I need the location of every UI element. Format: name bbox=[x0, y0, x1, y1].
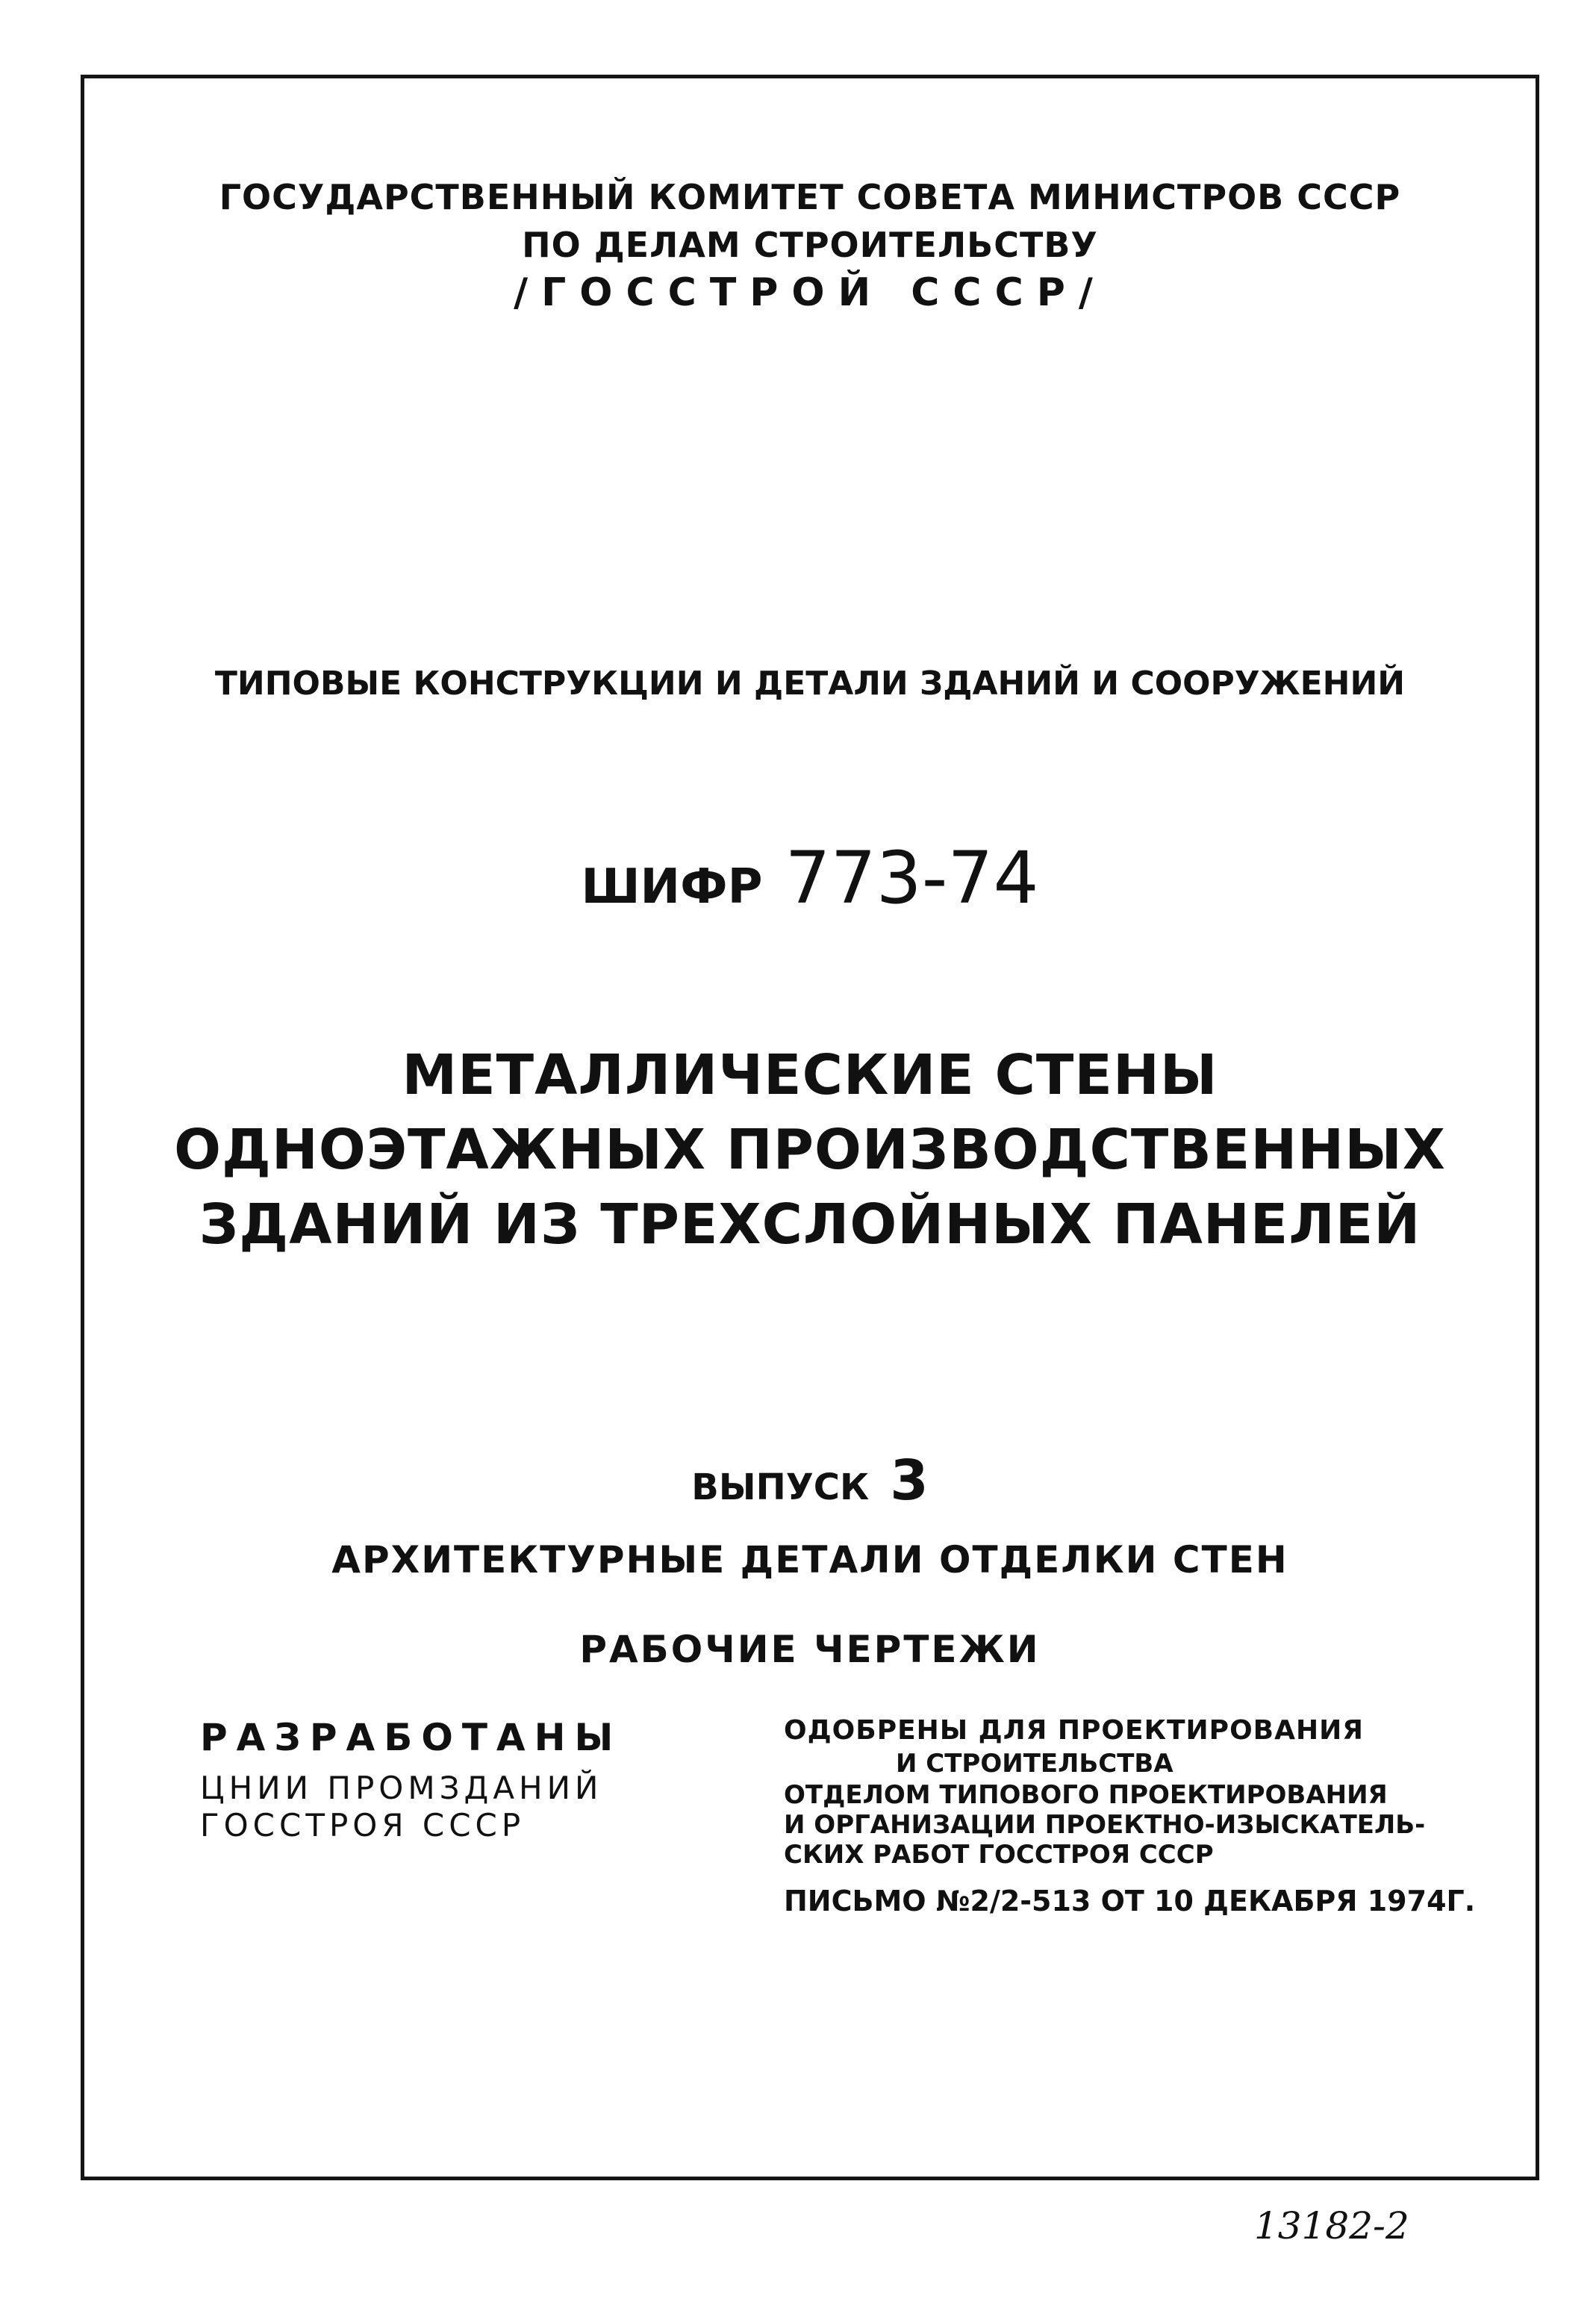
approved-org-line-3: СКИХ РАБОТ ГОССТРОЯ СССР bbox=[784, 1840, 1214, 1870]
developed-line-2: ГОССТРОЯ СССР bbox=[200, 1807, 526, 1844]
approval-letter: ПИСЬМО №2/2-513 ОТ 10 ДЕКАБРЯ 1974Г. bbox=[784, 1885, 1476, 1917]
issue-number: 3 bbox=[890, 1449, 929, 1513]
issue-label: ВЫПУСК bbox=[691, 1466, 870, 1508]
developed-block bbox=[200, 1716, 663, 1844]
approved-org-line-1: ОТДЕЛОМ ТИПОВОГО ПРОЕКТИРОВАНИЯ bbox=[784, 1780, 1388, 1810]
committee-line-3: /ГОССТРОЙ СССР/ bbox=[514, 270, 1106, 315]
drawings-label: РАБОЧИЕ ЧЕРТЕЖИ bbox=[579, 1628, 1041, 1671]
title-line-3: ЗДАНИЙ ИЗ ТРЕХСЛОЙНЫХ ПАНЕЛЕЙ bbox=[199, 1192, 1421, 1257]
code-label: ШИФР bbox=[581, 859, 763, 915]
approved-line-2: И СТРОИТЕЛЬСТВА bbox=[896, 1749, 1173, 1779]
sheet-number: 13182-2 bbox=[1254, 2204, 1409, 2247]
title-line-1: МЕТАЛЛИЧЕСКИЕ СТЕНЫ bbox=[402, 1043, 1218, 1107]
committee-header bbox=[81, 173, 1539, 317]
code-number: 773-74 bbox=[785, 836, 1039, 920]
approved-block bbox=[784, 1714, 1500, 1923]
developed-line-1: ЦНИИ ПРОМЗДАНИЙ bbox=[200, 1770, 603, 1806]
approved-org-line-2: И ОРГАНИЗАЦИИ ПРОЕКТНО-ИЗЫСКАТЕЛЬ- bbox=[784, 1810, 1426, 1840]
issue-subtitle: АРХИТЕКТУРНЫЕ ДЕТАЛИ ОТДЕЛКИ СТЕН bbox=[331, 1538, 1288, 1581]
committee-line-2: ПО ДЕЛАМ СТРОИТЕЛЬСТВУ bbox=[522, 225, 1098, 265]
series-title: ТИПОВЫЕ КОНСТРУКЦИИ И ДЕТАЛИ ЗДАНИЙ И СООРУЖЕНИЙ bbox=[214, 665, 1406, 703]
issue-line bbox=[81, 1449, 1539, 1513]
code-line bbox=[81, 836, 1539, 920]
title-line-2: ОДНОЭТАЖНЫХ ПРОИЗВОДСТВЕННЫХ bbox=[174, 1118, 1446, 1182]
approved-line-1: ОДОБРЕНЫ ДЛЯ ПРОЕКТИРОВАНИЯ bbox=[784, 1715, 1364, 1746]
committee-line-1: ГОСУДАРСТВЕННЫЙ КОМИТЕТ СОВЕТА МИНИСТРОВ СССР bbox=[219, 177, 1401, 217]
developed-heading: РАЗРАБОТАНЫ bbox=[200, 1716, 623, 1759]
document-title bbox=[81, 1038, 1539, 1262]
